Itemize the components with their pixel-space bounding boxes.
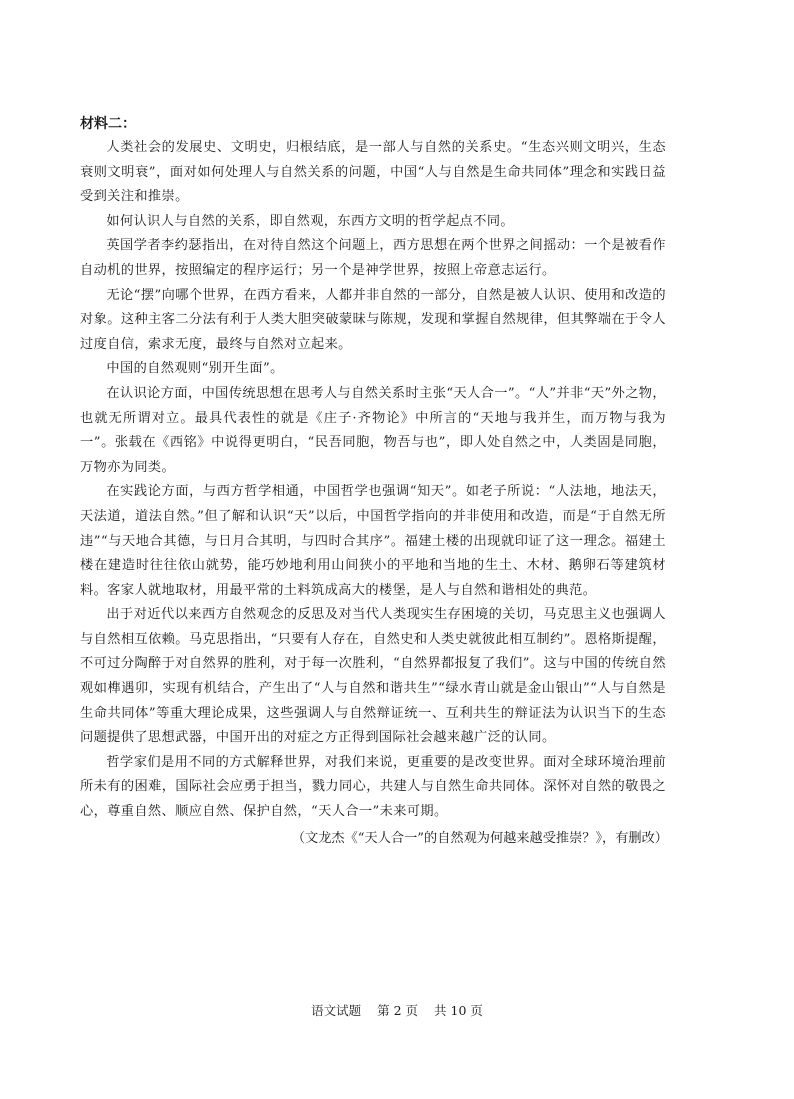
source-citation: （文龙杰《“天人合一”的自然观为何越来越受推崇？》，有删改）: [291, 830, 668, 846]
section-heading: 材料二：: [80, 116, 136, 132]
footer-page-number: 第 2 页: [377, 1003, 419, 1018]
article-body: [80, 112, 666, 851]
paragraph-4: 无论“摆”向哪个世界，在西方看来，人都并非自然的一部分，自然是被人认识、使用和改造的对象。这种主客二分法有利于人类大胆突破蒙昧与陈规，发现和掌握自然规律，但其弊端在于令人过度自信，索求无度，最终与自然对立起来。: [80, 287, 666, 352]
paragraph-7: 在实践论方面，与西方哲学相通，中国哲学也强调“知天”。如老子所说：“人法地，地法天，天法道，道法自然。”但了解和认识“天”以后，中国哲学指向的并非使用和改造，而是“于自然无所违”“与天地合其德，与日月合其明，与四时合其序”。福建土楼的出现就印证了这一理念。福建土楼在建造时往往依山就势，能巧妙地利用山间狭小的平地和当地的生土、木材、鹅卵石等建筑材料。客家人就地取材，用最平常的土料筑成高大的楼堡，是人与自然和谐相处的典范。: [80, 484, 666, 598]
footer-subject: 语文试题: [311, 1003, 362, 1018]
page-footer: [0, 1002, 794, 1020]
footer-total-pages: 共 10 页: [434, 1003, 483, 1018]
paragraph-8: 出于对近代以来西方自然观念的反思及对当代人类现实生存困境的关切，马克思主义也强调人与自然相互依赖。马克思指出，“只要有人存在，自然史和人类史就彼此相互制约”。恩格斯提醒，不可过分陶醉于对自然界的胜利，对于每一次胜利，“自然界都报复了我们”。这与中国的传统自然观如榫遇卯，实现有机结合，产生出了“人与自然和谐共生”“绿水青山就是金山银山”“人与自然是生命共同体”等重大理论成果，这些强调人与自然辩证统一、互利共生的辩证法为认识当下的生态问题提供了思想武器，中国开出的对症之方正得到国际社会越来越广泛的认同。: [80, 607, 666, 746]
paragraph-2: 如何认识人与自然的关系，即自然观，东西方文明的哲学起点不同。: [106, 213, 515, 229]
paragraph-9: 哲学家们是用不同的方式解释世界，对我们来说，更重要的是改变世界。面对全球环境治理前所未有的困难，国际社会应勇于担当，戮力同心，共建人与自然生命共同体。深怀对自然的敬畏之心，尊重自然、顺应自然、保护自然，“天人合一”未来可期。: [80, 754, 666, 820]
paragraph-1: 人类社会的发展史、文明史，归根结底，是一部人与自然的关系史。“生态兴则文明兴，生态衰则文明衰”，面对如何处理人与自然关系的问题，中国“人与自然是生命共同体”理念和实践日益受到关注和推崇。: [80, 140, 666, 205]
paragraph-3: 英国学者李约瑟指出，在对待自然这个问题上，西方思想在两个世界之间摇动：一个是被看作自动机的世界，按照编定的程序运行；另一个是神学世界，按照上帝意志运行。: [80, 238, 666, 278]
paragraph-6: 在认识论方面，中国传统思想在思考人与自然关系时主张“天人合一”。“人”并非“天”外之物，也就无所谓对立。最具代表性的就是《庄子·齐物论》中所言的“天地与我并生，而万物与我为一”。张载在《西铭》中说得更明白，“民吾同胞，物吾与也”，即人处自然之中，人类固是同胞，万物亦为同类。: [80, 385, 666, 475]
paragraph-5: 中国的自然观则“别开生面”。: [106, 361, 284, 377]
